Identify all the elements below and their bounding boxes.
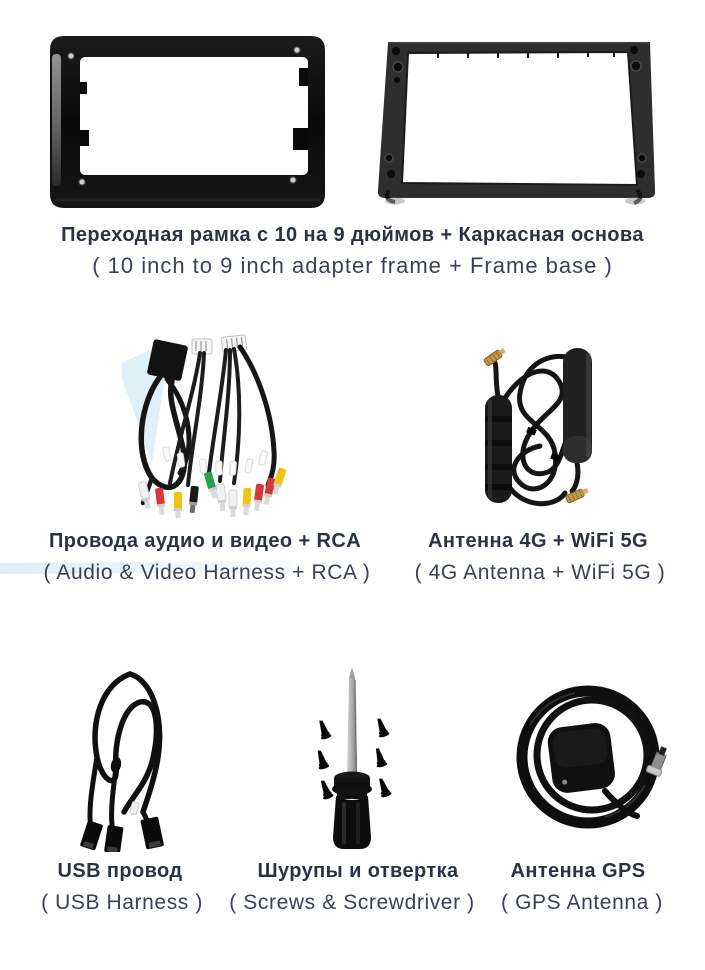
usb-cable	[90, 674, 160, 832]
screw-hole	[68, 53, 74, 59]
gps-puck	[546, 721, 617, 794]
harness-title-en: ( Audio & Video Harness + RCA )	[43, 561, 371, 584]
gps-title-en: ( GPS Antenna )	[501, 891, 663, 914]
usb-connector	[140, 816, 164, 849]
screw-hole	[294, 47, 300, 53]
frame-base-photo	[375, 40, 660, 206]
harness-title-ru: Провода аудио и видео + RCA	[48, 530, 362, 552]
screwdriver-handle	[332, 772, 372, 850]
sma-connector	[565, 486, 589, 503]
usb-title-en: ( USB Harness )	[41, 891, 203, 914]
frame-title-ru: Переходная рамка с 10 на 9 дюймов + Каркасная основа	[61, 224, 644, 246]
screws-screwdriver-photo	[295, 662, 415, 852]
gps-title-ru: Антенна GPS	[510, 860, 646, 882]
screws-title-en: ( Screws & Screwdriver )	[229, 891, 475, 914]
gps-antenna-photo	[505, 665, 675, 845]
adapter-frame-photo	[45, 30, 330, 210]
screwdriver-shaft	[347, 667, 357, 774]
antenna4g-title-en: ( 4G Antenna + WiFi 5G )	[414, 561, 666, 584]
frame-edge-highlight	[52, 54, 61, 186]
screw-hole	[290, 177, 296, 183]
usb-harness-photo	[72, 662, 192, 852]
usb-title-ru: USB провод	[57, 860, 183, 882]
frame-base-screw-holes	[385, 46, 646, 178]
4g-wifi-antenna-photo	[465, 338, 615, 518]
usb-connector	[104, 825, 124, 852]
rca-plugs	[138, 467, 287, 518]
usb-connector	[80, 820, 104, 851]
frame-title-en: ( 10 inch to 9 inch adapter frame + Frame base )	[92, 253, 613, 278]
screw-hole	[79, 179, 85, 185]
antenna4g-title-ru: Антенна 4G + WiFi 5G	[427, 530, 649, 552]
screws-title-ru: Шурупы и отвертка	[257, 860, 459, 882]
av-harness-rca-photo	[122, 333, 292, 518]
